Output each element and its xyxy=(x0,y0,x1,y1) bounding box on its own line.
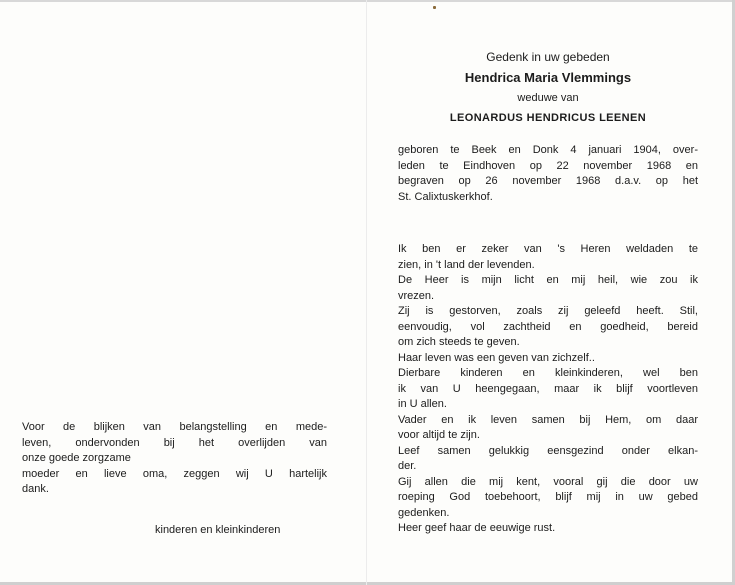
widow-of-label: weduwe van xyxy=(517,92,579,104)
verse-line: De Heer is mijn licht en mij heil, wie zou ik xyxy=(398,274,698,286)
paper-speck xyxy=(433,6,436,9)
biography xyxy=(398,143,698,205)
verse-line: gedenken. xyxy=(398,506,450,519)
thank-you-note xyxy=(22,420,327,498)
verse-line: om zich steeds te geven. xyxy=(398,336,520,348)
memorial-heading: Gedenk in uw gebeden xyxy=(486,50,610,64)
husband-name: LEONARDUS HENDRICUS LEENEN xyxy=(449,112,647,124)
verse-line: Zij is gestorven, zoals zij geleefd heeft. Stil, xyxy=(398,305,698,317)
verse-line: Dierbare kinderen en kleinkinderen, wel ben xyxy=(398,367,698,379)
verse-line: Leef samen gelukkig eensgezind onder elkan- xyxy=(398,444,698,457)
verse-line: roeping God toebehoort, blijf mij in uw gebed xyxy=(398,491,698,503)
biography-line: leden te Eindhoven op 22 november 1968 en xyxy=(398,159,698,172)
thank-you-line: onze goede zorgzame xyxy=(22,452,131,464)
thank-you-line: leven, ondervonden bij het overlijden van xyxy=(22,436,327,449)
thank-you-signature: kinderen en kleinkinderen xyxy=(155,524,281,536)
card-edge-top xyxy=(0,0,735,2)
verse-line: in U allen. xyxy=(398,398,447,410)
verse-line: Vader en ik leven samen bij Hem, om daar xyxy=(398,413,698,426)
thank-you-line: Voor de blijken van belangstelling en mede- xyxy=(22,421,327,433)
biography-line: begraven op 26 november 1968 d.a.v. op het xyxy=(398,175,698,187)
thank-you-line: moeder en lieve oma, zeggen wij U hartelijk xyxy=(22,467,327,480)
biography-line: St. Calixtuskerkhof. xyxy=(398,190,493,203)
verse-line: ik van U heengegaan, maar ik blijf voortleven xyxy=(398,382,698,395)
verse-line: Ik ben er zeker van 's Heren weldaden te xyxy=(398,243,698,255)
memorial-verse xyxy=(398,242,698,537)
verse-line: voor altijd te zijn. xyxy=(398,429,480,441)
verse-line: der. xyxy=(398,460,417,472)
deceased-name: Hendrica Maria Vlemmings xyxy=(464,70,632,85)
verse-line: Gij allen die mij kent, vooral gij die door uw xyxy=(398,475,698,488)
verse-line: eenvoudig, vol zachtheid en goedheid, bereid xyxy=(398,320,698,333)
card-fold-line xyxy=(366,0,367,585)
verse-line: Heer geef haar de eeuwige rust. xyxy=(398,522,556,534)
biography-line: geboren te Beek en Donk 4 januari 1904, over- xyxy=(398,144,698,156)
thank-you-line: dank. xyxy=(22,483,49,495)
verse-line: zien, in 't land der levenden. xyxy=(398,258,535,271)
verse-line: vrezen. xyxy=(398,289,435,302)
memorial-header xyxy=(398,50,698,124)
verse-line: Haar leven was een geven van zichzelf.. xyxy=(398,351,595,364)
